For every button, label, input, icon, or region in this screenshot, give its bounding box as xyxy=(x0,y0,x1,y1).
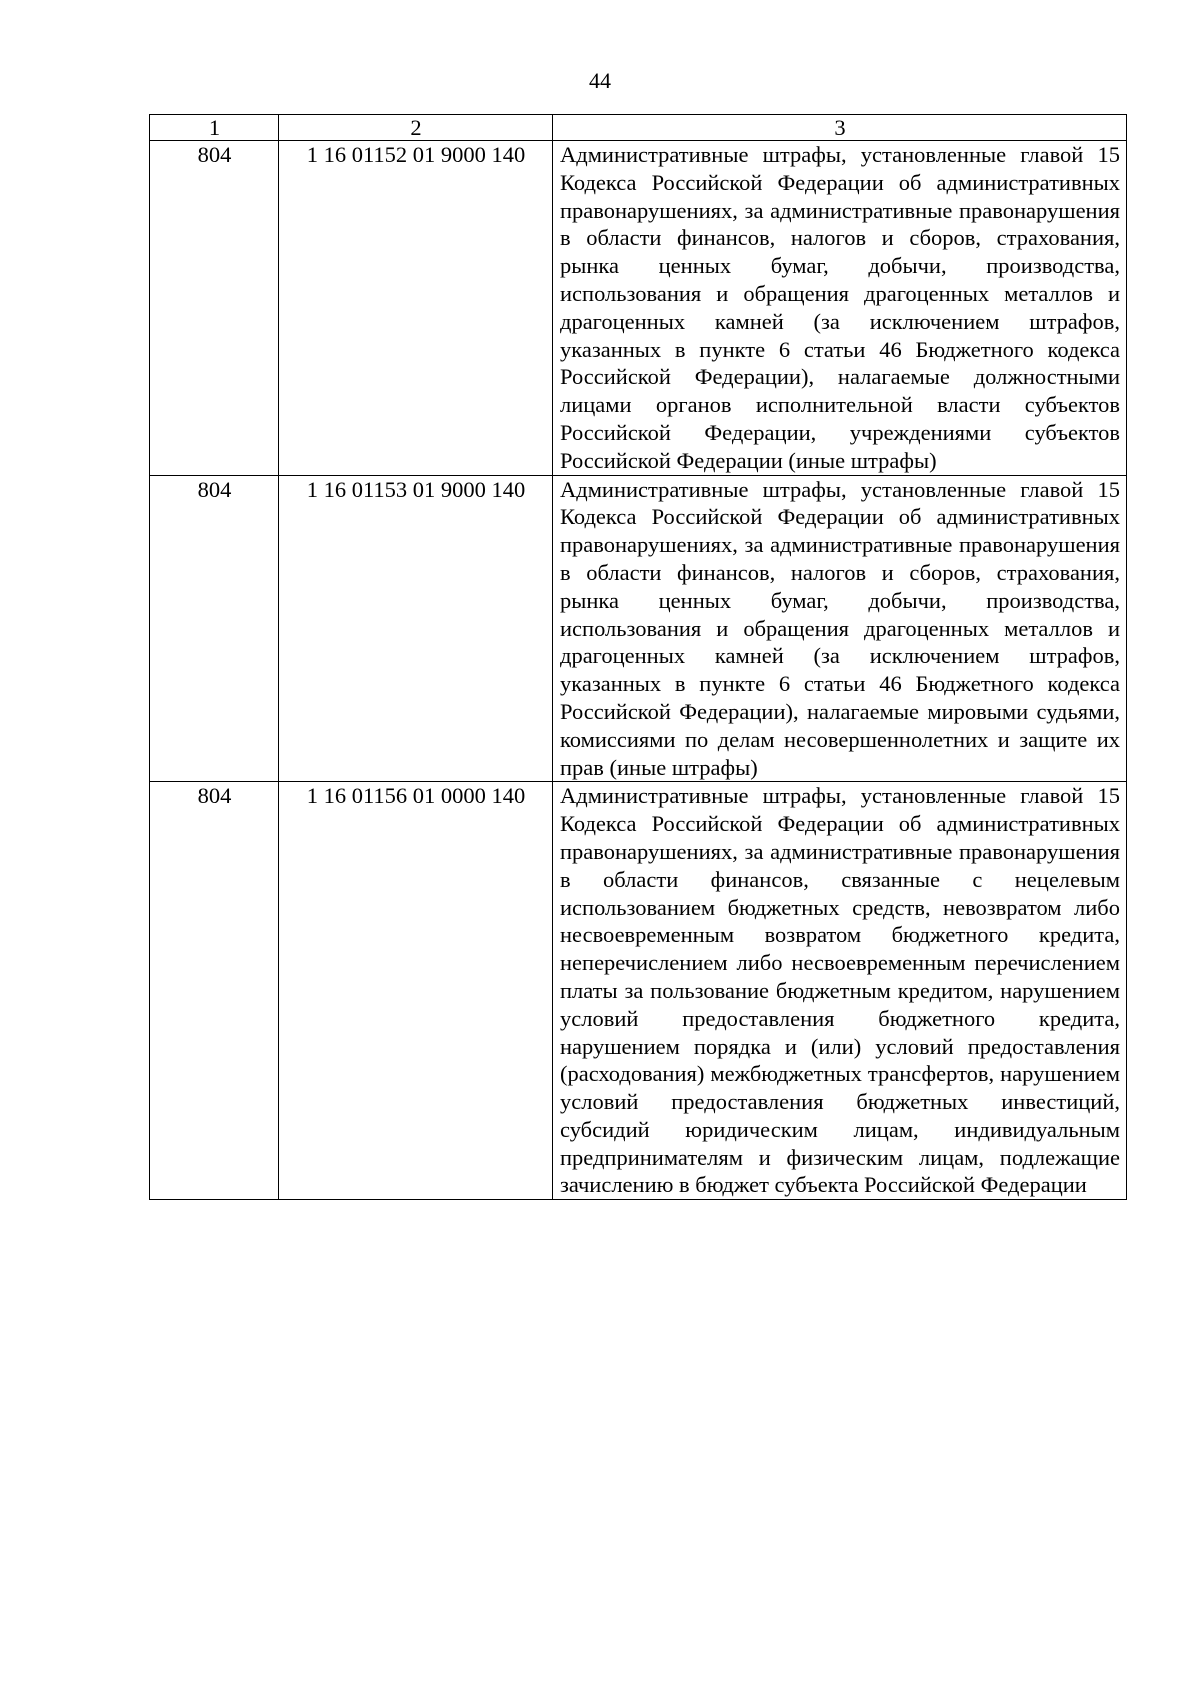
budget-classification-table xyxy=(149,114,1127,1200)
table-row xyxy=(150,475,1127,782)
description-cell: Административные штрафы, установленные главой 15 Кодекса Российской Федерации об административных правонарушениях, за административные правонарушения в области финансов, налогов и сборов, страхования, рынка ценных бумаг, добычи, производства, использования и обращения драгоценных металлов и драгоценных камней (за исключением штрафов, указанных в пункте 6 статьи 46 Бюджетного кодекса Российской Федерации), налагаемые должностными лицами органов исполнительной власти субъектов Российской Федерации, учреждениями субъектов Российской Федерации (иные штрафы) xyxy=(553,141,1127,476)
admin-code-cell: 804 xyxy=(150,475,279,782)
kbk-code-cell: 1 16 01153 01 9000 140 xyxy=(279,475,553,782)
kbk-code-cell: 1 16 01156 01 0000 140 xyxy=(279,782,553,1200)
table-row xyxy=(150,141,1127,476)
table-row xyxy=(150,782,1127,1200)
page-number: 44 xyxy=(589,68,611,93)
kbk-code-cell: 1 16 01152 01 9000 140 xyxy=(279,141,553,476)
admin-code-cell: 804 xyxy=(150,141,279,476)
table-header-row xyxy=(150,115,1127,141)
column-header-3: 3 xyxy=(553,115,1127,141)
description-cell: Административные штрафы, установленные главой 15 Кодекса Российской Федерации об административных правонарушениях, за административные правонарушения в области финансов, налогов и сборов, страхования, рынка ценных бумаг, добычи, производства, использования и обращения драгоценных металлов и драгоценных камней (за исключением штрафов, указанных в пункте 6 статьи 46 Бюджетного кодекса Российской Федерации), налагаемые мировыми судьями, комиссиями по делам несовершеннолетних и защите их прав (иные штрафы) xyxy=(553,475,1127,782)
description-cell: Административные штрафы, установленные главой 15 Кодекса Российской Федерации об административных правонарушениях, за административные правонарушения в области финансов, связанные с нецелевым использованием бюджетных средств, невозвратом либо несвоевременным возвратом бюджетного кредита, неперечислением либо несвоевременным перечислением платы за пользование бюджетным кредитом, нарушением условий предоставления бюджетного кредита, нарушением порядка и (или) условий предоставления (расходования) межбюджетных трансфертов, нарушением условий предоставления бюджетных инвестиций, субсидий юридическим лицам, индивидуальным предпринимателям и физическим лицам, подлежащие зачислению в бюджет субъекта Российской Федерации xyxy=(553,782,1127,1200)
column-header-2: 2 xyxy=(279,115,553,141)
column-header-1: 1 xyxy=(150,115,279,141)
admin-code-cell: 804 xyxy=(150,782,279,1200)
